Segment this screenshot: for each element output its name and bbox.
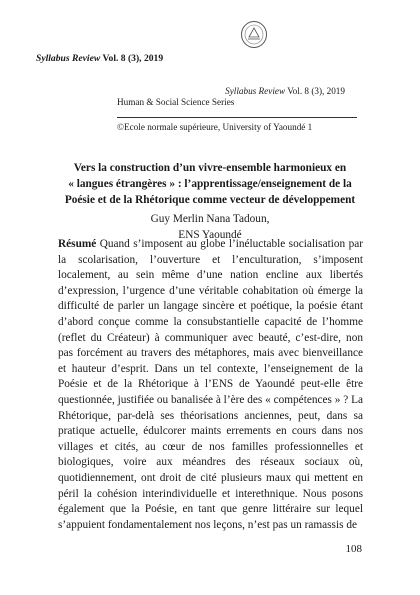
running-head-journal: Syllabus Review	[36, 53, 101, 64]
publication-journal-line	[117, 86, 357, 97]
publication-series: Human & Social Science Series	[117, 97, 235, 107]
abstract-paragraph	[58, 237, 363, 533]
author-institution: ENS Yaoundé	[178, 229, 242, 241]
publication-info	[117, 86, 357, 108]
running-head-volume: Vol. 8 (3), 2019	[102, 53, 164, 64]
article-title-line-3: Poésie et de la Rhétorique comme vecteur de développement	[64, 194, 356, 206]
publication-volume: Vol. 8 (3), 2019	[287, 86, 345, 96]
copyright-affiliation: ©Ecole normale supérieure, University of Yaoundé 1	[117, 117, 357, 132]
abstract	[58, 237, 363, 533]
publication-journal: Syllabus Review	[225, 86, 286, 96]
article-title	[58, 160, 362, 208]
page-number: 108	[345, 543, 362, 555]
institution-seal-icon	[240, 20, 268, 49]
running-head	[36, 53, 163, 64]
abstract-label: Résumé	[58, 238, 97, 250]
author-name: Guy Merlin Nana Tadoun,	[150, 213, 270, 225]
article-title-line-2: « langues étrangères » : l’apprentissage/enseignement de la	[68, 178, 352, 190]
article-title-line-1: Vers la construction d’un vivre-ensemble harmonieux en	[73, 162, 347, 174]
abstract-text: Quand s’imposent au globe l’inéluctable socialisation par la scolarisation, l’ouverture et l’enculturation, s’imposent localement, au sein même d’une nation encline aux libertés d’expression, l’urgence d’une véritable cohabitation où émerge la difficulté de parler un langage sincère et poétique, la poésie étant d’abord conçue comme la consubstantielle capacité de l’homme (reflet du Créateur) à communiquer avec beauté, c’est-dire, non pas forcément au travers des métaphores, mais avec bienveillance et hauteur d’esprit. Dans un tel contexte, l’enseignement de la Poésie et de la Rhétorique à l’ENS de Yaoundé peut-elle être questionnée, justifiée ou banalisée à l’ère des « compétences » ? La Rhétorique, par-delà ses théorisations anciennes, peut, dans sa pratique actuelle, édulcorer maints errements en cours dans nos villages et cités, au cœur de nos familles professionnelles et biologiques, voire aux méandres des réseaux sociaux où, quotidiennement, ont droit de cité plusieurs maux qui mettent en péril la cohésion interindividuelle et interethnique. Nous posons également que la Poésie, en tant que genre littéraire sur lequel s’appuient fondamentalement nos leçons, n’est pas un ramassis de	[58, 238, 363, 531]
